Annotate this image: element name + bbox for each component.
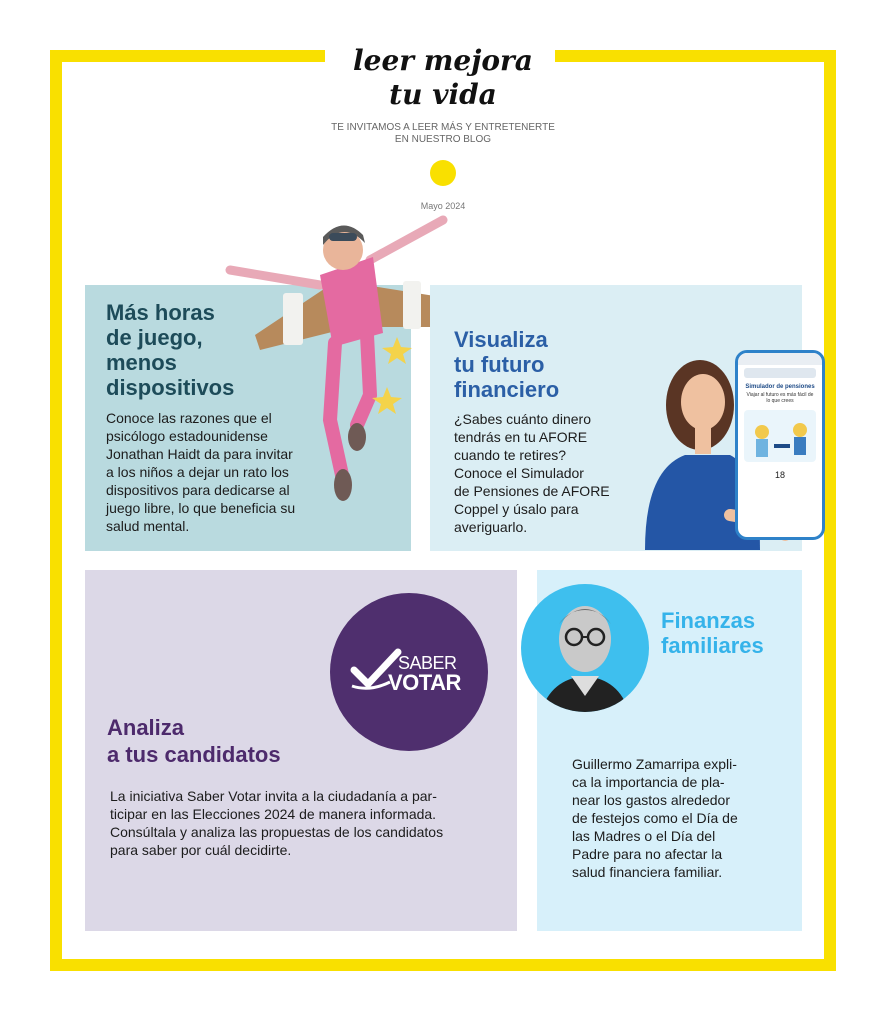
- body-line: de festejos como el Día de: [572, 810, 738, 826]
- title-line-1: leer mejora: [353, 44, 533, 77]
- author-portrait: [521, 584, 649, 712]
- phone-url-bar: [744, 368, 816, 378]
- subtitle-line-2: EN NUESTRO BLOG: [394, 134, 492, 145]
- body-line: near los gastos alrededor: [572, 792, 730, 808]
- article-title-family-finance[interactable]: [661, 608, 764, 658]
- article-body-finance-future: [454, 410, 629, 536]
- title-line: Más horas: [106, 300, 215, 325]
- article-body-candidates: [110, 787, 495, 859]
- logo-line-1: SABER: [398, 653, 457, 673]
- phone-status-bar: [738, 353, 822, 365]
- body-line: ticipar en las Elecciones 2024 de manera informada.: [110, 806, 437, 822]
- body-line: Padre para no afectar la: [572, 846, 723, 862]
- article-title-finance-future[interactable]: [454, 327, 559, 402]
- page-title: [300, 44, 586, 112]
- title-line: Visualiza: [454, 327, 548, 352]
- title-line: a tus candidatos: [107, 742, 281, 767]
- body-line: averiguarlo.: [454, 519, 528, 535]
- body-line: Consúltala y analiza las propuestas de los candidatos: [110, 824, 444, 840]
- body-line: Guillermo Zamarripa expli-: [572, 756, 737, 772]
- body-line: ca la importancia de pla-: [572, 774, 725, 790]
- title-line: familiares: [661, 633, 764, 658]
- body-line: Jonathan Haidt da para invitar: [106, 446, 293, 462]
- title-line: Finanzas: [661, 608, 756, 633]
- page-subtitle: [300, 122, 586, 146]
- body-line: las Madres o el Día del: [572, 828, 716, 844]
- girl-cardboard-wings-image: [225, 215, 465, 505]
- body-line: ¿Sabes cuánto dinero: [454, 411, 591, 427]
- body-line: dispositivos para dedicarse al: [106, 482, 290, 498]
- article-title-candidates[interactable]: [107, 714, 281, 768]
- body-line: a los niños a dejar un rato los: [106, 464, 289, 480]
- logo-line-2: VOTAR: [388, 670, 461, 695]
- body-line: para saber por cuál decidirte.: [110, 842, 292, 858]
- phone-value: 18: [774, 470, 785, 480]
- title-line: financiero: [454, 377, 560, 402]
- title-line: de juego,: [106, 325, 203, 350]
- article-title-play[interactable]: [106, 300, 234, 400]
- phone-text: Viajar al futuro es más fácil de lo que crees: [746, 392, 814, 404]
- yellow-dot: [430, 160, 456, 186]
- title-line-2: tu vida: [389, 78, 497, 111]
- body-line: cuando te retires?: [454, 447, 567, 463]
- phone-title: Simulador de pensiones: [745, 384, 815, 390]
- body-line: juego libre, lo que beneficia su: [106, 500, 296, 516]
- title-line: menos: [106, 350, 177, 375]
- article-body-family-finance: [572, 755, 772, 881]
- title-line: Analiza: [107, 715, 185, 740]
- issue-date: Mayo 2024: [420, 201, 466, 211]
- body-line: salud mental.: [106, 518, 190, 534]
- phone-illustration: [744, 410, 816, 462]
- subtitle-line-1: TE INVITAMOS A LEER MÁS Y ENTRETENERTE: [331, 122, 555, 133]
- body-line: salud financiera familiar.: [572, 864, 723, 880]
- phone-simulator-mockup: [735, 350, 825, 540]
- saber-votar-logo: [330, 593, 488, 751]
- body-line: psicólogo estadounidense: [106, 428, 268, 444]
- body-line: Conoce el Simulador: [454, 465, 584, 481]
- body-line: Coppel y úsalo para: [454, 501, 579, 517]
- body-line: de Pensiones de AFORE: [454, 483, 610, 499]
- body-line: Conoce las razones que el: [106, 410, 272, 426]
- title-line: dispositivos: [106, 375, 235, 400]
- body-line: La iniciativa Saber Votar invita a la ciudadanía a par-: [110, 788, 437, 804]
- body-line: tendrás en tu AFORE: [454, 429, 588, 445]
- title-line: tu futuro: [454, 352, 545, 377]
